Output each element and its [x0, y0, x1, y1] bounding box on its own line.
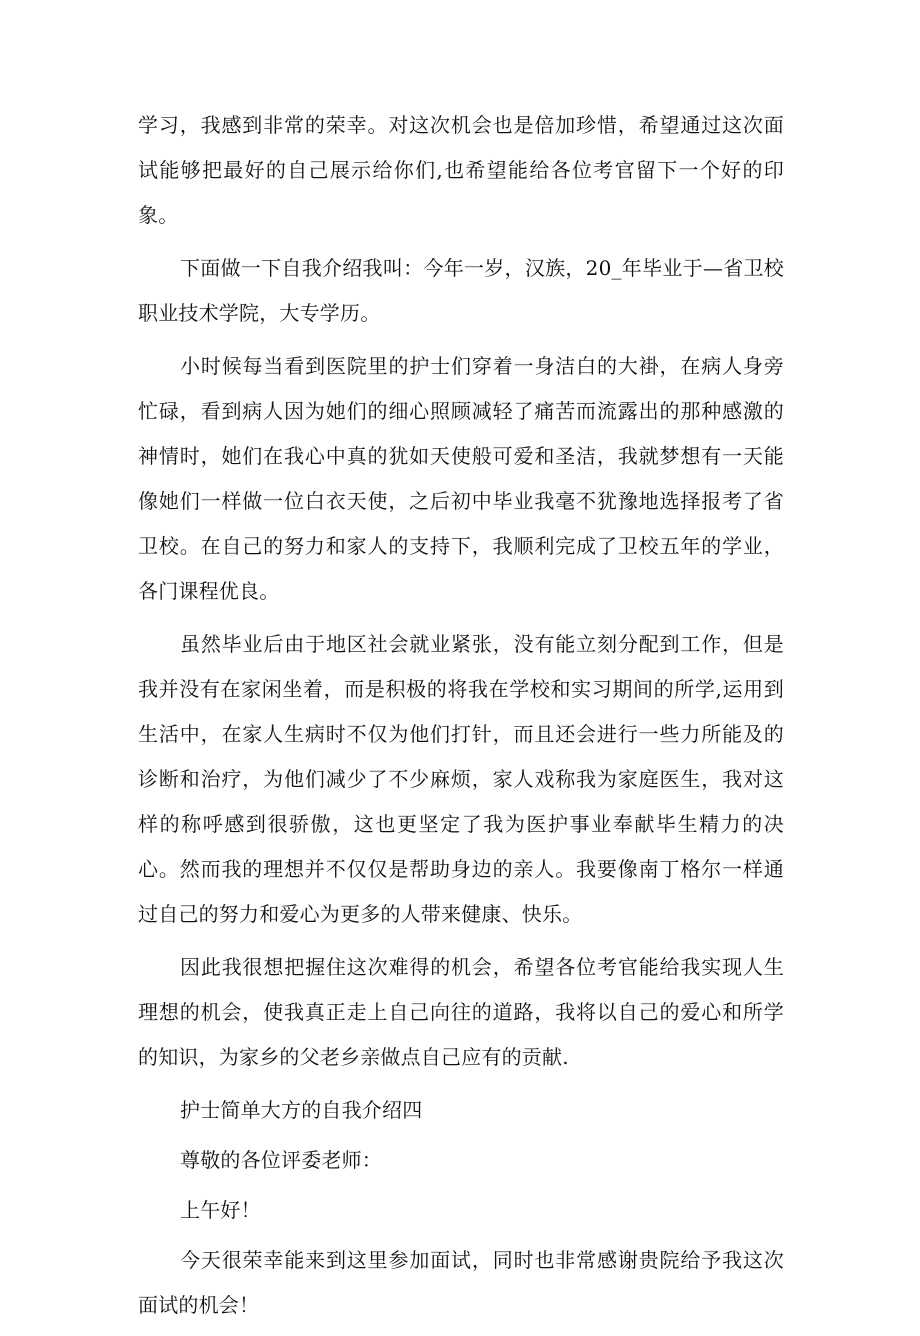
paragraph-opening: 学习，我感到非常的荣幸。对这次机会也是倍加珍惜，希望通过这次面试能够把最好的自己展示给你们,也希望能给各位考官留下一个好的印象。 — [138, 113, 784, 227]
greeting: 上午好！ — [180, 1198, 261, 1222]
paragraph-childhood-dream: 小时候每当看到医院里的护士们穿着一身洁白的大褂，在病人身旁忙碌，看到病人因为她们的细心照顾减轻了痛苦而流露出的那种感激的神情时，她们在我心中真的犹如天使般可爱和圣洁，我就梦想有一天能像她们一样做一位白衣天使，之后初中毕业我毫不犹豫地选择报考了省卫校。在自己的努力和家人的支持下，我顺利完成了卫校五年的学业，各门课程优良。 — [138, 354, 784, 603]
section-heading: 护士简单大方的自我介绍四 — [180, 1098, 423, 1122]
paragraph-thanks: 今天很荣幸能来到这里参加面试，同时也非常感谢贵院给予我这次面试的机会！ — [138, 1248, 784, 1317]
paragraph-conclusion: 因此我很想把握住这次难得的机会，希望各位考官能给我实现人生理想的机会，使我真正走上自己向往的道路，我将以自己的爱心和所学的知识，为家乡的父老乡亲做点自己应有的贡献. — [138, 955, 784, 1069]
paragraph-after-graduation: 虽然毕业后由于地区社会就业紧张，没有能立刻分配到工作，但是我并没有在家闲坐着，而是积极的将我在学校和实习期间的所学,运用到生活中，在家人生病时不仅为他们打针，而且还会进行一些力所能及的诊断和治疗，为他们减少了不少麻烦，家人戏称我为家庭医生，我对这样的称呼感到很骄傲，这也更坚定了我为医护事业奉献毕生精力的决心。然而我的理想并不仅仅是帮助身边的亲人。我要像南丁格尔一样通过自己的努力和爱心为更多的人带来健康、快乐。 — [138, 632, 784, 926]
document-body — [138, 103, 784, 1336]
paragraph-self-introduction: 下面做一下自我介绍我叫：今年一岁，汉族，20_年毕业于—省卫校职业技术学院，大专学历。 — [138, 256, 784, 325]
salutation: 尊敬的各位评委老师： — [180, 1148, 382, 1172]
